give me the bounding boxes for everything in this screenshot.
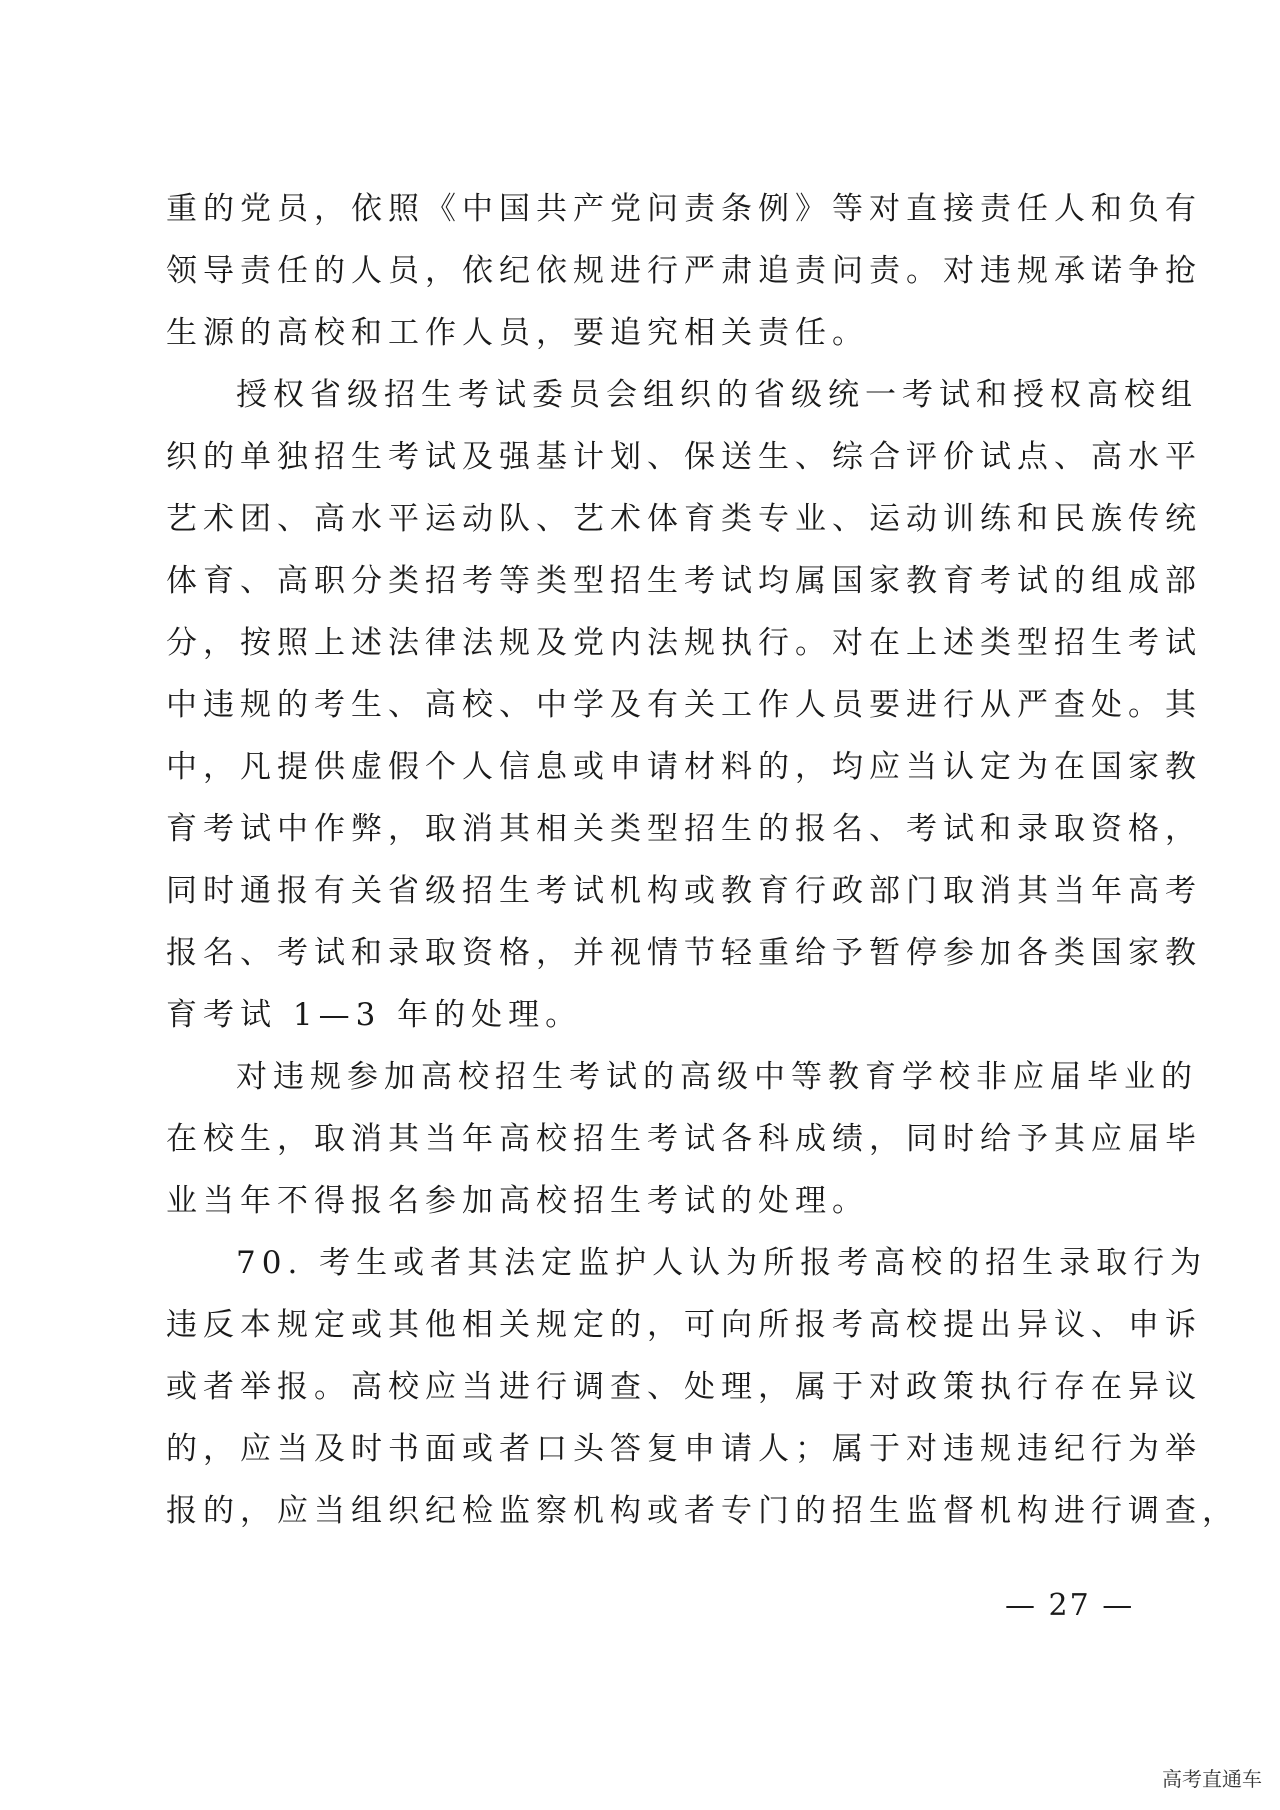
text-line: 在校生，取消其当年高校招生考试各科成绩，同时给予其应届毕 xyxy=(166,1121,1202,1157)
text-line: 中违规的考生、高校、中学及有关工作人员要进行从严查处。其 xyxy=(166,687,1202,723)
text-line: 生源的高校和工作人员，要追究相关责任。 xyxy=(166,315,869,351)
text-line: 织的单独招生考试及强基计划、保送生、综合评价试点、高水平 xyxy=(166,439,1202,475)
text-line: 70. 考生或者其法定监护人认为所报考高校的招生录取行为 xyxy=(236,1245,1208,1281)
text-line: 对违规参加高校招生考试的高级中等教育学校非应届毕业的 xyxy=(236,1059,1198,1095)
text-line: 领导责任的人员，依纪依规进行严肃追责问责。对违规承诺争抢 xyxy=(166,253,1202,289)
watermark: 高考直通车 xyxy=(1162,1767,1262,1791)
text-line: 业当年不得报名参加高校招生考试的处理。 xyxy=(166,1183,869,1219)
text-line: 中，凡提供虚假个人信息或申请材料的，均应当认定为在国家教 xyxy=(166,749,1202,785)
text-line: 报的，应当组织纪检监察机构或者专门的招生监督机构进行调查， xyxy=(166,1493,1239,1529)
text-line: 的，应当及时书面或者口头答复申请人；属于对违规违纪行为举 xyxy=(166,1431,1202,1467)
page-number: — 27 — xyxy=(1005,1588,1135,1623)
text-line: 违反本规定或其他相关规定的，可向所报考高校提出异议、申诉 xyxy=(166,1307,1202,1343)
text-line: 育考试中作弊，取消其相关类型招生的报名、考试和录取资格， xyxy=(166,811,1202,847)
text-line: 育考试 1—3 年的处理。 xyxy=(166,997,583,1033)
text-line: 同时通报有关省级招生考试机构或教育行政部门取消其当年高考 xyxy=(166,873,1202,909)
text-line: 报名、考试和录取资格，并视情节轻重给予暂停参加各类国家教 xyxy=(166,935,1202,971)
text-line: 体育、高职分类招考等类型招生考试均属国家教育考试的组成部 xyxy=(166,563,1202,599)
text-line: 或者举报。高校应当进行调查、处理，属于对政策执行存在异议 xyxy=(166,1369,1202,1405)
text-line: 分，按照上述法律法规及党内法规执行。对在上述类型招生考试 xyxy=(166,625,1202,661)
text-line: 艺术团、高水平运动队、艺术体育类专业、运动训练和民族传统 xyxy=(166,501,1202,537)
body-text xyxy=(166,178,1239,1542)
text-line: 重的党员，依照《中国共产党问责条例》等对直接责任人和负有 xyxy=(166,191,1202,227)
text-line: 授权省级招生考试委员会组织的省级统一考试和授权高校组 xyxy=(236,377,1198,413)
